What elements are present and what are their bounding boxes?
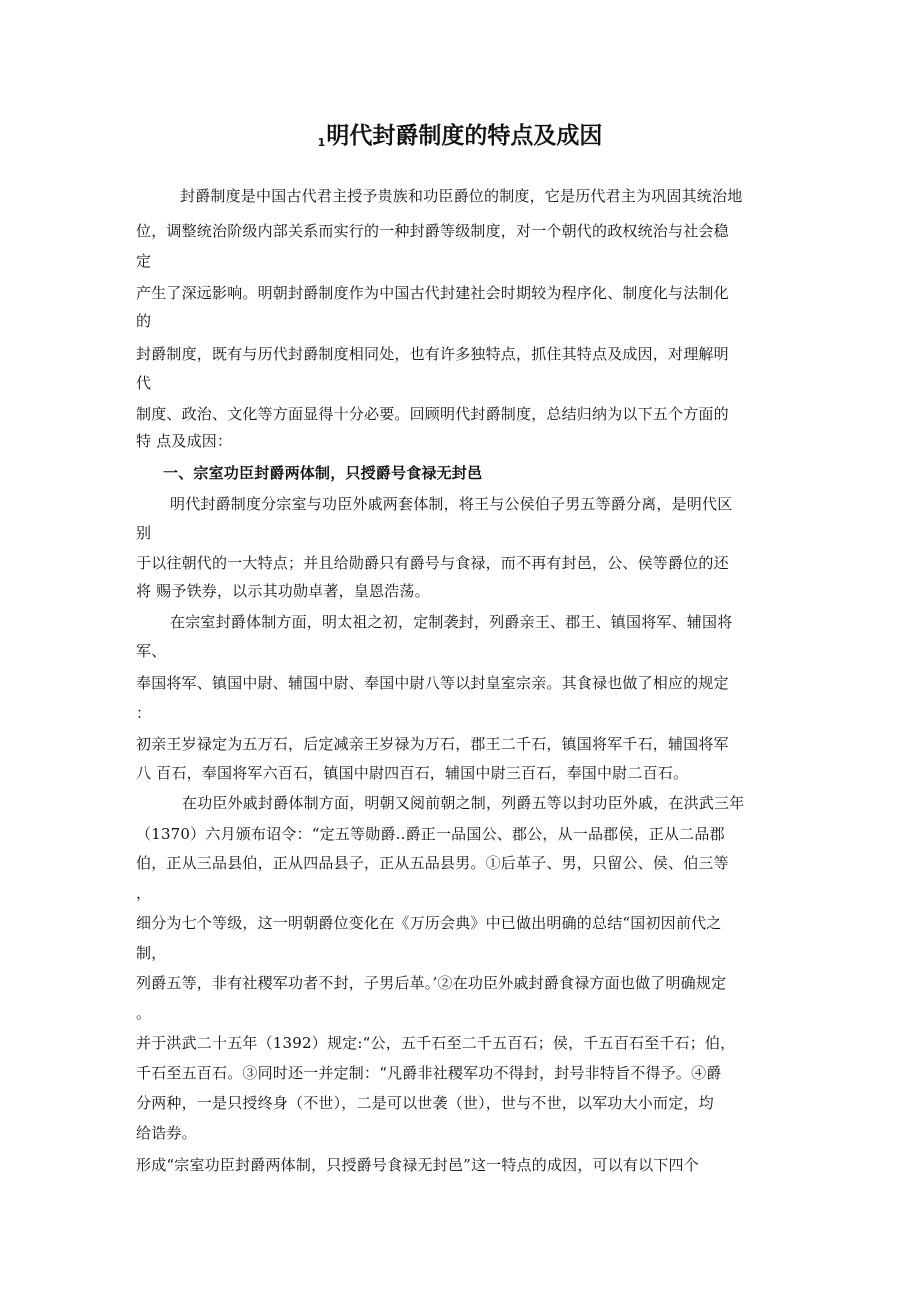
paragraph-line: 将 赐予铁券，以示其功勋卓著，皇恩浩荡。 — [136, 582, 430, 600]
paragraph-line: 细分为七个等级，这一明朝爵位变化在《万历会典》中已做出明确的总结“国初因前代之 — [136, 914, 722, 932]
paragraph-line: 明代封爵制度分宗室与功臣外戚两套体制，将王与公侯伯子男五等爵分离，是明代区 — [170, 495, 733, 513]
paragraph-line: 封爵制度是中国古代君主授予贵族和功臣爵位的制度，它是历代君主为巩固其统治地 — [180, 187, 743, 205]
paragraph-line: 别 — [136, 524, 152, 542]
title-text: 明代封爵制度的特点及成因 — [326, 123, 603, 149]
section-heading: 一、宗室功臣封爵两体制，只授爵号食禄无封邑 — [163, 464, 483, 482]
paragraph-line: 制度、政治、文化等方面显得十分必要。回顾明代封爵制度，总结归纳为以下五个方面的 — [136, 405, 729, 423]
paragraph-line: （1370）六月颁布诏令：“定五等勋爵..爵正一品国公、郡公，从一品郡侯，正从二品郡 — [136, 825, 725, 843]
paragraph-line: 奉国将军、镇国中尉、辅国中尉、奉国中尉八等以封皇室宗亲。其食禄也做了相应的规定 — [136, 674, 729, 692]
document-title — [0, 118, 920, 161]
paragraph-line: 军、 — [136, 642, 167, 660]
paragraph-line: 代 — [136, 374, 152, 392]
paragraph-line: 并于洪武二十五年（1392）规定:“公，五千石至二千五百石；侯，千五百石至千石；伯， — [136, 1034, 736, 1052]
paragraph-line: 在功臣外戚封爵体制方面，明朝又阅前朝之制，列爵五等以封功臣外戚，在洪武三年 — [182, 794, 745, 812]
paragraph-line: 定 — [136, 252, 152, 270]
paragraph-line: 初亲王岁禄定为五万石，后定减亲王岁禄为万石，郡王二千石，镇国将军千石，辅国将军 — [136, 735, 729, 753]
paragraph-line: 分两种，一是只授终身（不世），二是可以世袭（世），世与不世，以军功大小而定，均 — [136, 1094, 714, 1112]
paragraph-line: 特 点及成因： — [136, 432, 233, 450]
paragraph-line: 的 — [136, 312, 152, 330]
paragraph-line: 制， — [136, 944, 167, 962]
paragraph-line: 形成“宗室功臣封爵两体制，只授爵号食禄无封邑”这一特点的成因，可以有以下四个 — [136, 1156, 699, 1174]
paragraph-line: 位，调整统治阶级内部关系而实行的一种封爵等级制度，对一个朝代的政权统治与社会稳 — [136, 222, 729, 240]
paragraph-line: ， — [136, 884, 152, 902]
paragraph-line: 千石至五百石。③同时还一并定制：“凡爵非社稷军功不得封，封号非特旨不得予。④爵 — [136, 1064, 722, 1082]
footnote-marker: 1 — [317, 136, 326, 149]
paragraph-line: 产生了深远影响。明朝封爵制度作为中国古代封建社会时期较为程序化、制度化与法制化 — [136, 284, 729, 302]
paragraph-line: 八 百石，奉国将军六百石，镇国中尉四百石，辅国中尉三百石，奉国中尉二百石。 — [136, 764, 689, 782]
paragraph-line: ： — [136, 704, 152, 722]
paragraph-line: 列爵五等，非有社稷军功者不封，子男后革。’②在功臣外戚封爵食禄方面也做了明确规定 — [136, 974, 727, 992]
paragraph-line: 在宗室封爵体制方面，明太祖之初，定制袭封，列爵亲王、郡王、镇国将军、辅国将 — [170, 613, 733, 631]
paragraph-line: 给诰券。 — [136, 1124, 197, 1142]
paragraph-line: 伯，正从三品县伯，正从四品县子，正从五品县男。①后革子、男，只留公、侯、伯三等 — [136, 854, 729, 872]
paragraph-line: 于以往朝代的一大特点；并且给勋爵只有爵号与食禄，而不再有封邑，公、侯等爵位的还 — [136, 554, 729, 572]
paragraph-line: 封爵制度，既有与历代封爵制度相同处，也有许多独特点，抓住其特点及成因，对理解明 — [136, 345, 729, 363]
paragraph-line: 。 — [136, 1004, 152, 1022]
